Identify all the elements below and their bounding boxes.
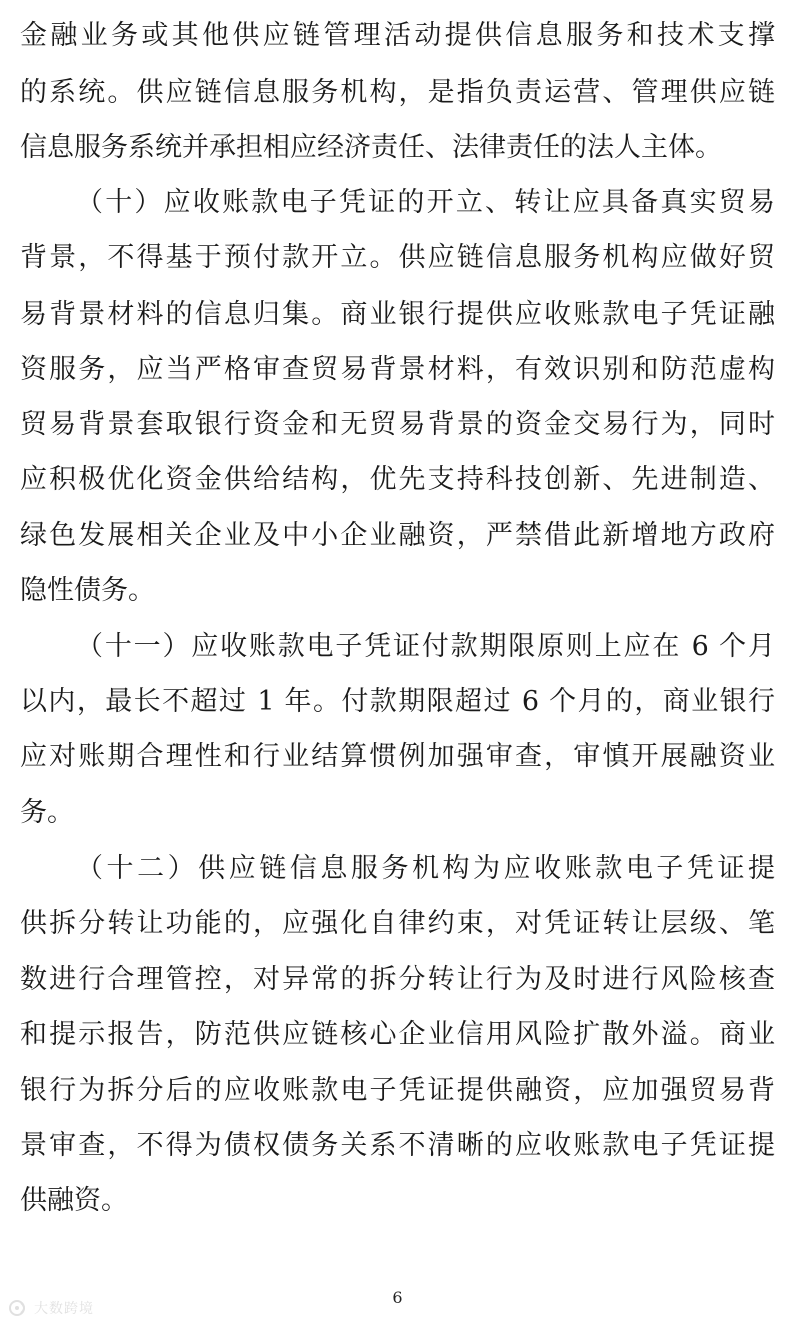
- text-line: 应积极优化资金供给结构，优先支持科技创新、先进制造、: [20, 464, 775, 495]
- watermark: [8, 1296, 94, 1320]
- text-line: 易背景材料的信息归集。商业银行提供应收账款电子凭证融: [20, 299, 775, 330]
- text-line: 的系统。供应链信息服务机构，是指负责运营、管理供应链: [20, 77, 775, 108]
- text-line: 银行为拆分后的应收账款电子凭证提供融资，应加强贸易背: [20, 1075, 775, 1106]
- text-line: 景审查，不得为债权债务关系不清晰的应收账款电子凭证提: [20, 1130, 775, 1161]
- text-line: 信息服务系统并承担相应经济责任、法律责任的法人主体。: [20, 132, 722, 163]
- text-line: 和提示报告，防范供应链核心企业信用风险扩散外溢。商业: [20, 1019, 775, 1050]
- text-line: 数进行合理管控，对异常的拆分转让行为及时进行风险核查: [20, 964, 775, 995]
- text-line: 务。: [20, 797, 74, 828]
- text-line: 以内，最长不超过 1 年。付款期限超过 6 个月的，商业银行: [20, 686, 775, 717]
- text-line: 隐性债务。: [20, 575, 155, 606]
- text-line: 供融资。: [20, 1185, 128, 1216]
- paragraph-heading-line: （十）应收账款电子凭证的开立、转让应具备真实贸易: [76, 187, 775, 218]
- watermark-logo-icon: [8, 1297, 30, 1319]
- text-line: 应对账期合理性和行业结算惯例加强审查，审慎开展融资业: [20, 741, 775, 772]
- text-line: 贸易背景套取银行资金和无贸易背景的资金交易行为，同时: [20, 409, 775, 440]
- page-number: 6: [392, 1288, 403, 1307]
- paragraph-heading-line: （十二）供应链信息服务机构为应收账款电子凭证提: [76, 853, 775, 884]
- text-line: 金融业务或其他供应链管理活动提供信息服务和技术支撑: [20, 20, 775, 51]
- text-line: 供拆分转让功能的，应强化自律约束，对凭证转让层级、笔: [20, 908, 775, 939]
- paragraph-heading-line: （十一）应收账款电子凭证付款期限原则上应在 6 个月: [76, 631, 775, 662]
- text-line: 资服务，应当严格审查贸易背景材料，有效识别和防范虚构: [20, 354, 775, 385]
- text-line: 背景，不得基于预付款开立。供应链信息服务机构应做好贸: [20, 242, 775, 273]
- text-line: 绿色发展相关企业及中小企业融资，严禁借此新增地方政府: [20, 520, 775, 551]
- watermark-text: 大数跨境: [34, 1301, 94, 1317]
